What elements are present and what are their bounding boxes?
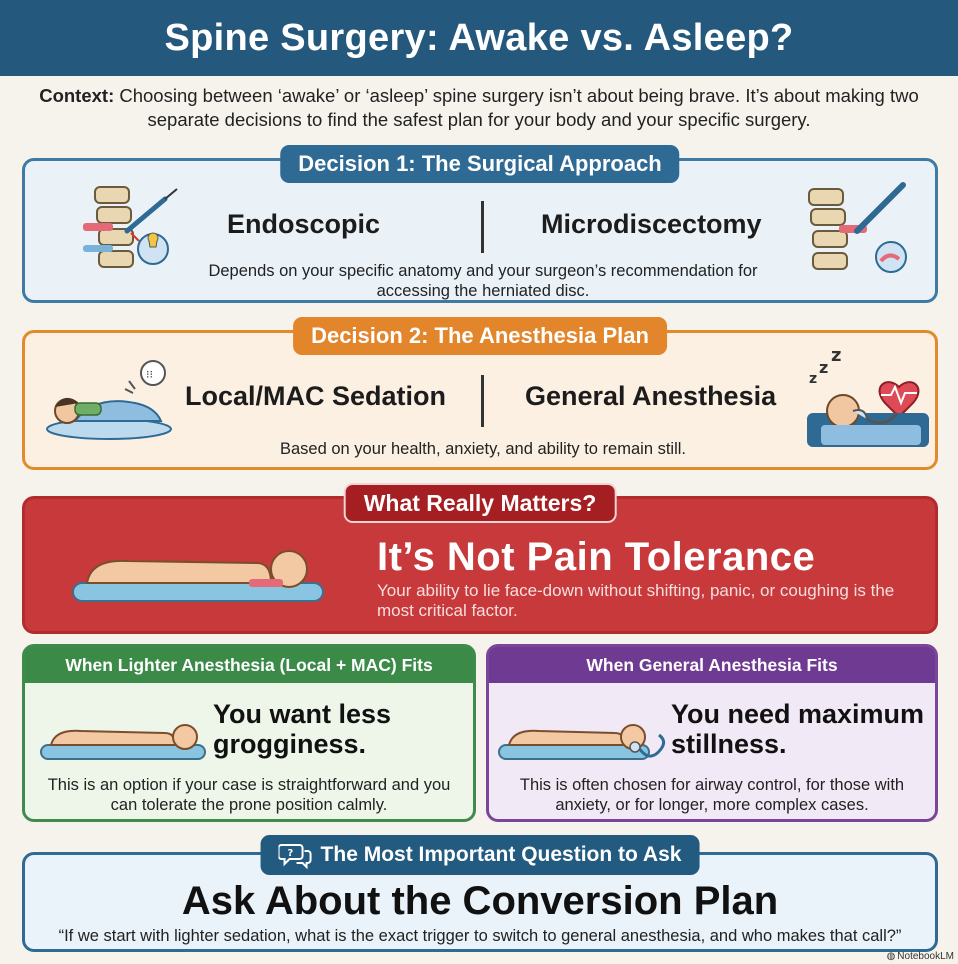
question-heading: The Most Important Question to Ask [320,843,682,866]
lighter-anesthesia-note: This is an option if your case is straightforward and you can tolerate the prone position calmly. [47,776,451,814]
prone-patient-icon [39,717,209,765]
question-heading-pill [261,835,700,875]
general-anesthesia-headline: You need maximum stillness. [671,699,925,759]
decision2-panel [22,323,938,470]
decision2-heading: Decision 2: The Anesthesia Plan [293,317,667,355]
question-headline: Ask About the Conversion Plan [181,879,779,923]
question-panel [22,843,938,952]
svg-text:?: ? [287,848,294,859]
context-label: Context: [39,85,115,106]
general-anesthesia-heading: When General Anesthesia Fits [489,647,935,683]
decision2-note: Based on your health, anxiety, and ability to remain still. [280,440,686,458]
what-matters-panel [22,489,938,634]
prone-patient-icon [69,539,329,609]
page-title: Spine Surgery: Awake vs. Asleep? [164,16,794,59]
decision2-option-general: General Anesthesia [525,381,777,411]
what-matters-heading: What Really Matters? [344,483,617,523]
svg-text:⁝⁝: ⁝⁝ [146,368,153,381]
anesthesia-patient-icon [497,717,669,773]
anesthesia-patient-icon [803,343,933,453]
decision1-panel [22,151,938,303]
what-matters-detail: Your ability to lie face-down without shifting, panic, or coughing is the most critical factor. [377,581,895,620]
decision2-option-local-mac: Local/MAC Sedation [185,381,447,411]
title-banner [0,0,958,76]
lighter-anesthesia-card [22,644,476,822]
context-paragraph [30,84,928,132]
lighter-anesthesia-headline: You want less grogginess. [213,699,392,759]
svg-text:z: z [831,345,842,366]
general-anesthesia-card [486,644,938,822]
context-text: Choosing between ‘awake’ or ‘asleep’ spine surgery isn’t about being brave. It’s about making two separate decisions to find the safest plan for your body and your specific surgery. [114,85,919,130]
decision1-option-endoscopic: Endoscopic [227,209,381,239]
decision2-divider [481,375,484,427]
svg-text:z: z [819,358,829,377]
spine-endoscope-icon [65,185,195,285]
brand-name: NotebookLM [897,951,954,962]
decision1-divider [481,201,484,253]
svg-text:z: z [809,371,818,387]
what-matters-headline: It’s Not Pain Tolerance [377,535,816,579]
lighter-anesthesia-heading: When Lighter Anesthesia (Local + MAC) Fits [25,647,473,683]
question-quote: “If we start with lighter sedation, what is the exact trigger to switch to general anesthesia, and who makes that call?” [58,927,902,945]
spine-microscope-icon [799,181,929,281]
brand-icon: ◍ [886,951,896,962]
brand-watermark [887,951,954,962]
speech-bubbles-icon [279,841,313,869]
general-anesthesia-note: This is often chosen for airway control, for those with anxiety, or for longer, more complex cases. [519,776,905,814]
sleeping-patient-icon [45,359,175,443]
decision1-option-microdiscectomy: Microdiscectomy [541,209,762,239]
decision1-note: Depends on your specific anatomy and your surgeon’s recommendation for accessing the herniated disc. [208,262,758,300]
decision1-heading: Decision 1: The Surgical Approach [280,145,679,183]
